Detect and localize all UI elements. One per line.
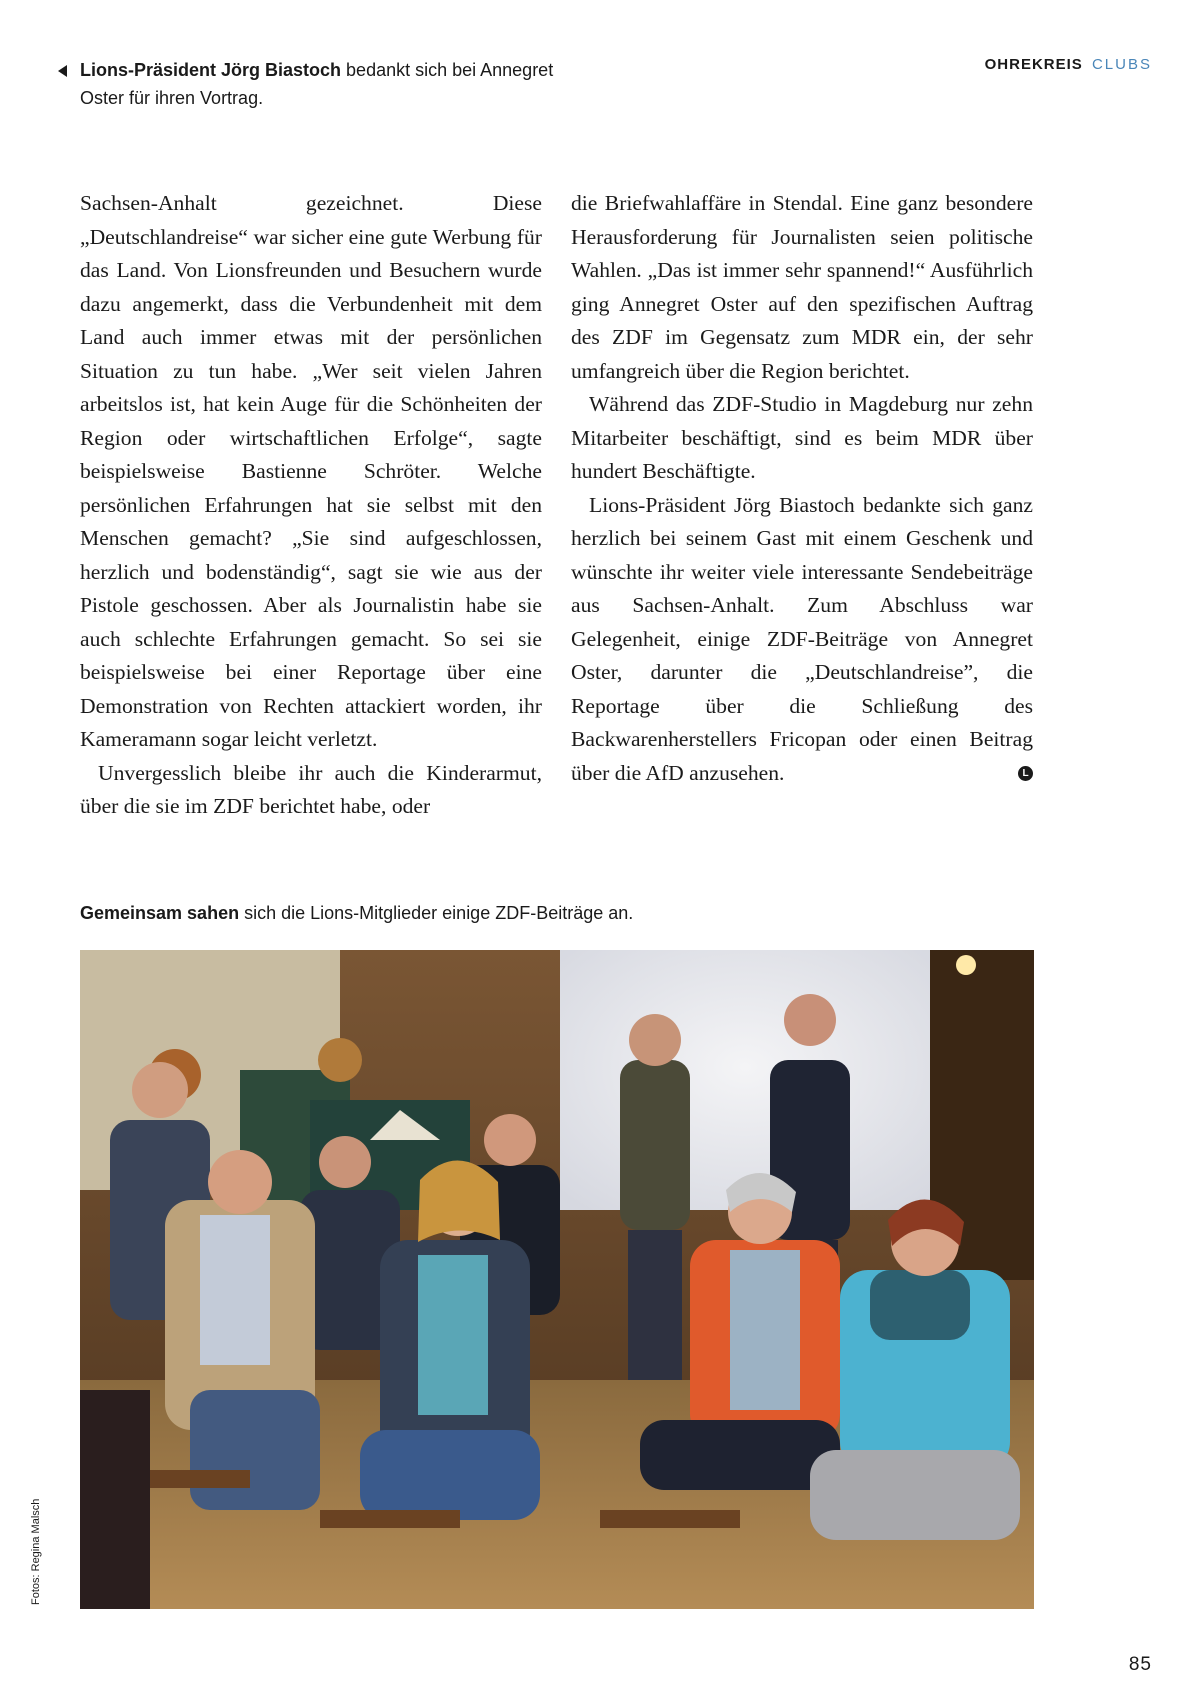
photo-caption <box>80 899 1080 927</box>
photo-caption-text: sich die Lions-Mitglieder einige ZDF-Beiträge an. <box>239 903 634 923</box>
running-header <box>985 56 1152 73</box>
header-section: CLUBS <box>1091 56 1152 73</box>
paragraph: Während das ZDF-Studio in Magdeburg nur zehn Mitarbeiter beschäftigt, sind es beim MDR über hundert Beschäftigte. <box>571 392 1033 483</box>
group-photo-illustration <box>80 950 1034 1609</box>
paragraph-last <box>571 489 1033 791</box>
article-column-left <box>80 187 542 824</box>
paragraph: Sachsen-Anhalt gezeichnet. Diese „Deutschlandreise“ war sicher eine gute Werbung für das Land. Von Lionsfreunden und Besuchern wurde dazu angemerkt, dass die Verbundenheit mit dem Land auch immer etwas mit der persönlichen Situation zu tun habe. „Wer seit vielen Jahren arbeitslos ist, hat kein Auge für die Schönheiten der Region oder wirtschaftlichen Erfolge“, sagte beispielsweise Bastienne Schröter. Welche persönlichen Erfahrungen hat sie selbst mit den Menschen gemacht? „Sie sind aufgeschlossen, herzlich und bodenständig“, sagt sie wie aus der Pistole geschossen. Aber als Journalistin habe sie auch schlechte Erfahrungen gemacht. So sei sie beispielsweise bei einer Reportage über eine Demonstration von Rechten attackiert worden, ihr Kameramann sogar leicht verletzt. <box>80 191 542 751</box>
header-region: OHREKREIS <box>984 56 1083 73</box>
paragraph-text: Lions-Präsident Jörg Biastoch bedankte sich ganz herzlich bei seinem Gast mit einem Geschenk und wünschte ihr weiter viele interessante Sendebeiträge aus Sachsen-Anhalt. Zum Abschluss war Gelegenheit, einige ZDF-Beiträge von Annegret Oster, darunter die „Deutschlandreise”, die Reportage über die Schließung des Backwarenherstellers Fricopan oder einen Beitrag über die AfD anzusehen. <box>571 492 1033 785</box>
top-caption-bold: Lions-Präsident Jörg Biastoch <box>80 60 342 80</box>
article-column-right <box>571 187 1033 790</box>
paragraph: die Briefwahlaffäre in Stendal. Eine ganz besondere Herausforderung für Journalisten seien politische Wahlen. „Das ist immer sehr spannend!“ Ausführlich ging Annegret Oster auf den spezifischen Auftrag des ZDF im Gegensatz zum MDR ein, der sehr umfangreich über die Region berichtet. <box>571 191 1033 383</box>
top-caption-text: bedankt sich bei Annegret Oster für ihren Vortrag. <box>80 60 554 108</box>
photo-credit: Fotos: Regina Malsch <box>30 1498 42 1605</box>
caption-pointer-icon <box>58 65 67 77</box>
top-photo-caption <box>80 56 600 112</box>
page-number: 85 <box>1128 1654 1152 1675</box>
photo-caption-bold: Gemeinsam sahen <box>80 903 240 923</box>
lions-end-mark-icon: L <box>1018 766 1033 781</box>
paragraph: Unvergesslich bleibe ihr auch die Kinderarmut, über die sie im ZDF berichtet habe, oder <box>80 760 542 818</box>
group-photo <box>80 950 1034 1609</box>
